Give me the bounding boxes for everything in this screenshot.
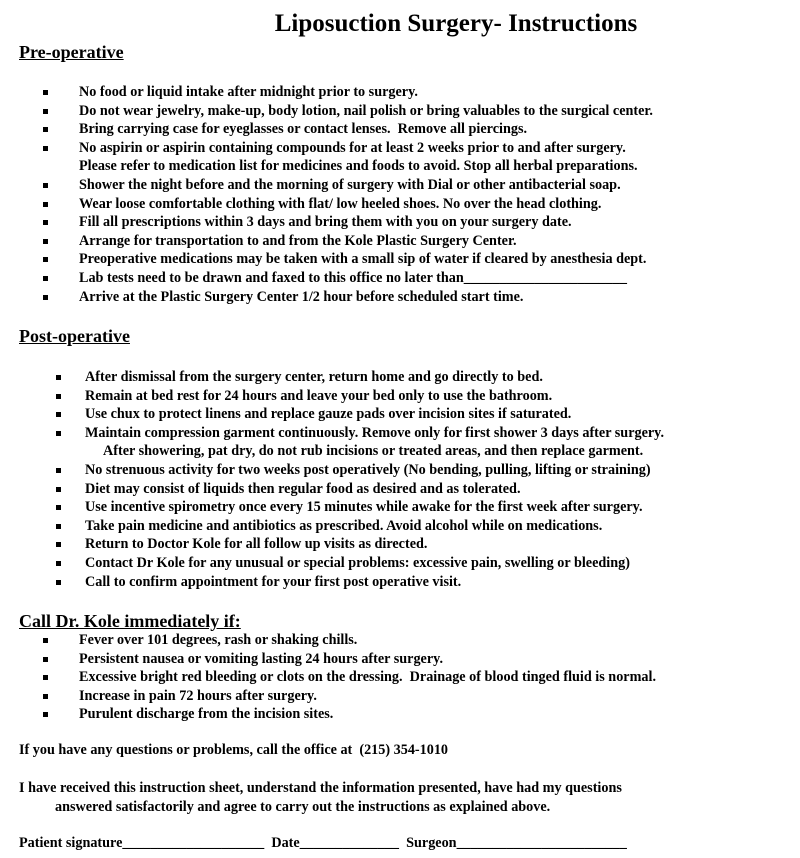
preop-heading: Pre-operative [19,42,124,62]
bullet-icon [56,375,61,380]
signature-line: Patient signature____________________ Date______________ Surgeon________________________ [19,835,627,851]
bullet-icon [43,276,48,281]
bullet-icon [56,412,61,417]
bullet-icon [43,295,48,300]
bullet-icon [43,127,48,132]
bullet-icon [43,183,48,188]
bullet-icon [43,694,48,699]
bullet-icon [56,468,61,473]
bullet-icon [56,431,61,436]
bullet-icon [43,220,48,225]
bullet-icon [43,146,48,151]
bullet-icon [56,394,61,399]
instruction-sheet: Liposuction Surgery- Instructions Pre-operative No food or liquid intake after midnight prior to surgery. Do not wear jewelry, make-up, body lotion, nail polish or bring valuables to the surgical center. Bring carrying case for eyeglasses or contact lenses. Remove all piercings. No aspirin or aspirin containing compounds for at least 2 weeks prior to and after surgery. Please refer to medication list for medicines and foods to avoid. Stop all herbal preparations. Shower the night before and the morning of surgery with Dial or other antibacterial soap. Wear loose comfortable clothing with flat/ low heeled shoes. No over the head clothing. Fill all prescriptions within 3 days and bring them with you on your surgery date. Arrange for transportation to and from the Kole Plastic Surgery Center. Preoperative medications may be taken with a small sip of water if cleared by anesthesia dept. Lab tests need to be drawn and faxed to this office no later than_______________________ Arrive at the Plastic Surgery Center 1/2 hour before scheduled start time. Post-operative After dismissal from the surgery center, return home and go directly to bed. Remain at bed rest for 24 hours and leave your bed only to use the bathroom. Use chux to protect linens and replace gauze pads over incision sites if saturated. Maintain compression garment continuously. Remove only for first shower 3 days after surgery. After showering, pat dry, do not rub incisions or treated areas, and then replace garment. No strenuous activity for two weeks post operatively (No bending, pulling, lifting or straining) Diet may consist of liquids then regular food as desired and as tolerated. Use incentive spirometry once every 15 minutes while awake for the first week after surgery. Take pain medicine and antibiotics as prescribed. Avoid alcohol while on medications. Return to Doctor Kole for all follow up visits as directed. Contact Dr Kole for any unusual or special problems: excessive pain, swelling or bleeding) Call to confirm appointment for your first post operative visit. Call Dr. Kole immediately if: Fever over 101 degrees, rash or shaking chills. Persistent nausea or vomiting lasting 24 hours after surgery. Excessive bright red bleeding or clots on the dressing. Drainage of blood tinged fluid is normal. Increase in pain 72 hours after surgery. Purulent discharge from the incision sites. If you have any questions or problems, call the office at (215) 354-1010 I have received this instruction sheet, understand the information presented, have had my questions answered satisfactorily and agree to carry out the instructions as explained above. Patient signature____________________ Date______________ Surgeon________________________ [0,0,800,858]
bullet-icon [43,109,48,114]
call-doctor-heading: Call Dr. Kole immediately if: [19,611,241,631]
bullet-icon [56,505,61,510]
bullet-icon [56,542,61,547]
bullet-icon [43,712,48,717]
bullet-icon [56,561,61,566]
bullet-icon [43,239,48,244]
bullet-icon [56,487,61,492]
questions-text: If you have any questions or problems, call the office at (215) 354-1010 [19,742,449,758]
bullet-icon [43,675,48,680]
bullet-icon [43,638,48,643]
page-title: Liposuction Surgery- Instructions [274,10,638,37]
bullet-icon [43,257,48,262]
bullet-icon [56,524,61,529]
postop-heading: Post-operative [19,326,130,346]
bullet-icon [56,580,61,585]
acknowledgement-line-2: answered satisfactorily and agree to carry out the instructions as explained above. [55,799,551,815]
acknowledgement-line-1: I have received this instruction sheet, understand the information presented, have had my questions [19,780,622,796]
bullet-icon [43,657,48,662]
bullet-icon [43,90,48,95]
bullet-icon [43,202,48,207]
